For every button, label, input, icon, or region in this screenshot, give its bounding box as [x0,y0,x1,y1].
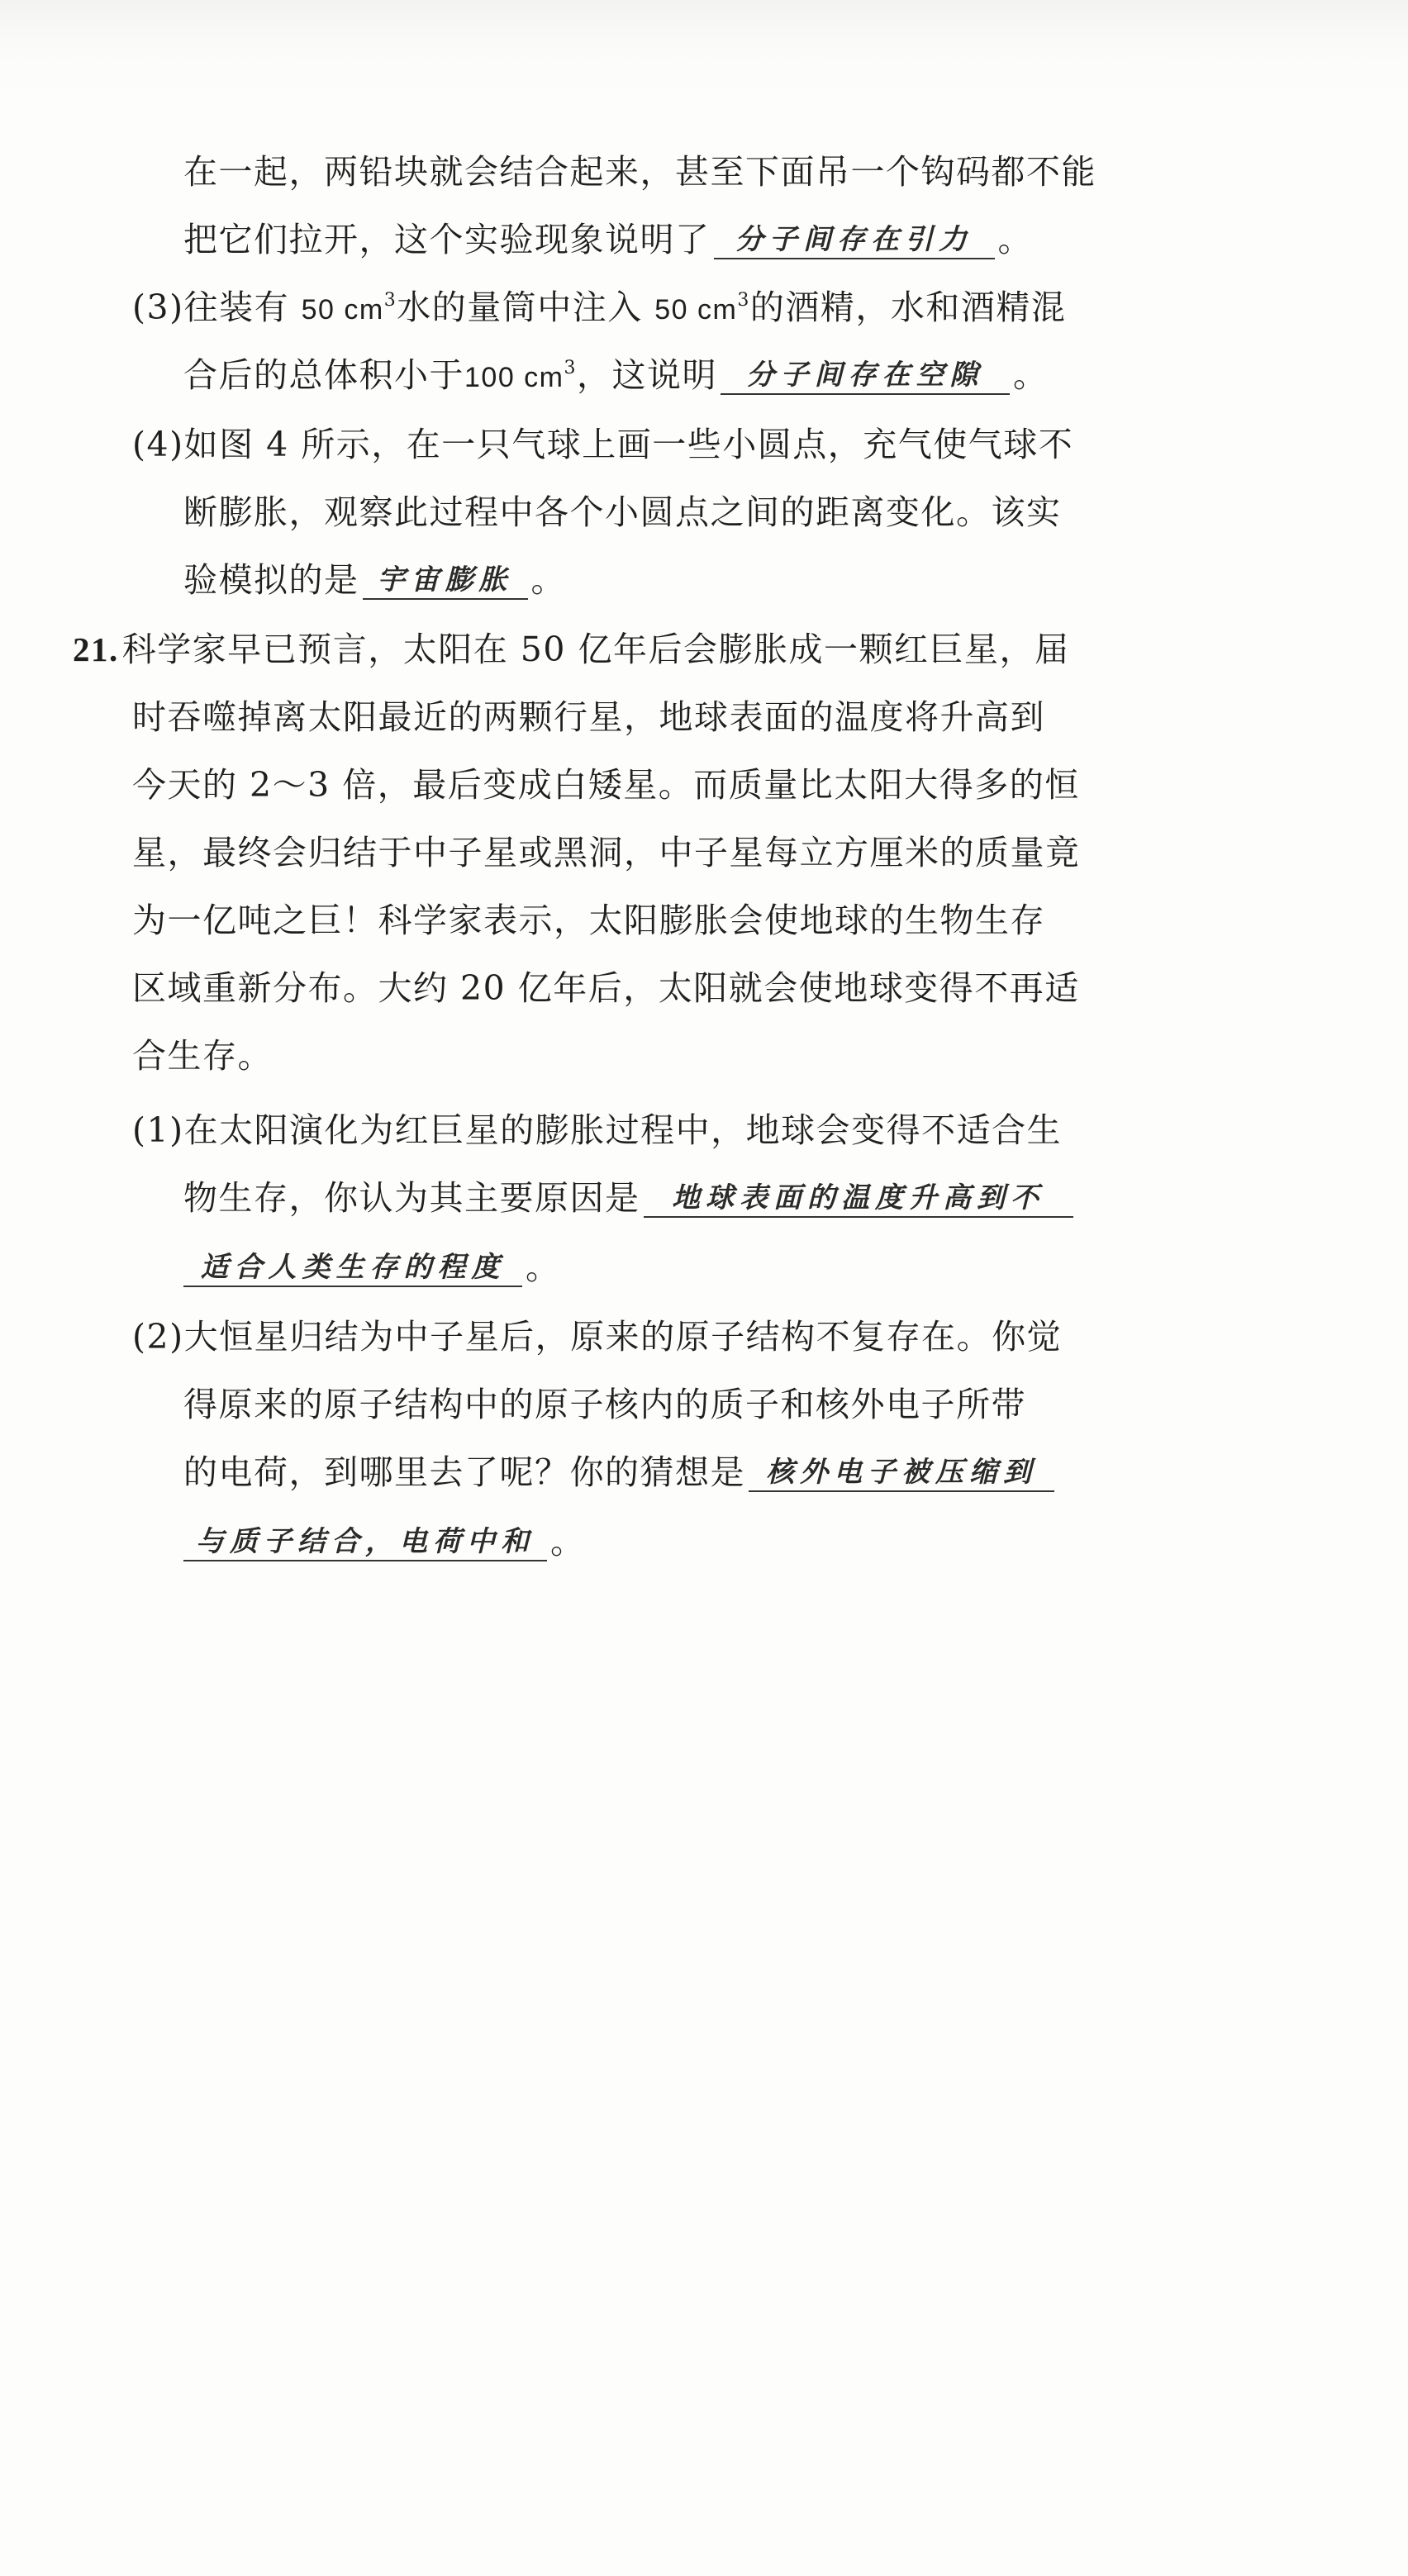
q21-text-line: 今天的 2～3 倍，最后变成白矮星。而质量比太阳大得多的恒 [132,765,1080,805]
answer-blank [363,557,528,600]
q20-part4-line: 验模拟的是 宇宙膨胀 。 [183,557,566,603]
handwritten-answer: 核外电子被压缩到 [766,1456,1037,1489]
handwritten-answer: 与质子结合，电荷中和 [196,1525,535,1558]
q21-text-line: 合生存。 [132,1036,273,1076]
q21-part2-line: (2)大恒星归结为中子星后，原来的原子结构不复存在。你觉 [132,1317,1063,1357]
q20-text-line: 在一起，两铅块就会结合起来，甚至下面吊一个钩码都不能 [183,152,1096,192]
q20-text-line: 把它们拉开，这个实验现象说明了 分子间存在引力 。 [183,216,1033,263]
q21-part2-line: 与质子结合，电荷中和 。 [183,1519,586,1565]
answer-blank [644,1175,1073,1218]
q20-part4-line: (4)如图 4 所示，在一只气球上画一些小圆点，充气使气球不 [132,425,1074,464]
handwritten-answer: 地球表面的温度升高到不 [672,1181,1044,1214]
answer-blank [721,352,1010,395]
q20-part3-line: (3)往装有 50 $cm^3$水的量筒中注入 50 $cm^3$的酒精，水和酒精混 [132,288,1067,327]
q21-part2-line: 的电荷，到哪里去了呢？你的猜想是 核外电子被压缩到 [183,1449,1058,1495]
q21-text-line: 星，最终会归结于中子星或黑洞，中子星每立方厘米的质量竟 [132,833,1081,872]
answer-blank [749,1449,1054,1492]
handwritten-answer: 分子间存在引力 [735,223,973,256]
handwritten-answer: 适合人类生存的程度 [200,1251,506,1284]
handwritten-answer: 分子间存在空隙 [746,359,984,392]
answer-blank [714,216,995,259]
q21-part1-line: 适合人类生存的程度 。 [183,1244,561,1290]
answer-blank [183,1519,547,1561]
q21-part1-line: (1)在太阳演化为红巨星的膨胀过程中，地球会变得不适合生 [132,1110,1063,1150]
answer-blank [183,1244,522,1287]
q21-text-line: 21.科学家早已预言，太阳在 50 亿年后会膨胀成一颗红巨星，届 [73,630,1070,669]
q21-part1-line: 物生存，你认为其主要原因是 地球表面的温度升高到不 [183,1175,1077,1221]
q21-text-line: 区域重新分布。大约 20 亿年后，太阳就会使地球变得不再适 [132,968,1080,1008]
q20-part4-line: 断膨胀，观察此过程中各个小圆点之间的距离变化。该实 [183,492,1062,532]
q21-text-line: 时吞噬掉离太阳最近的两颗行星，地球表面的温度将升高到 [132,697,1045,737]
handwritten-answer: 宇宙膨胀 [377,563,513,596]
question-number: 21. [73,630,119,668]
q20-part3-line: 合后的总体积小于100 $cm^3$，这说明 分子间存在空隙 。 [183,352,1049,398]
q21-part2-line: 得原来的原子结构中的原子核内的质子和核外电子所带 [183,1385,1026,1424]
q21-text-line: 为一亿吨之巨！科学家表示，太阳膨胀会使地球的生物生存 [132,901,1045,940]
